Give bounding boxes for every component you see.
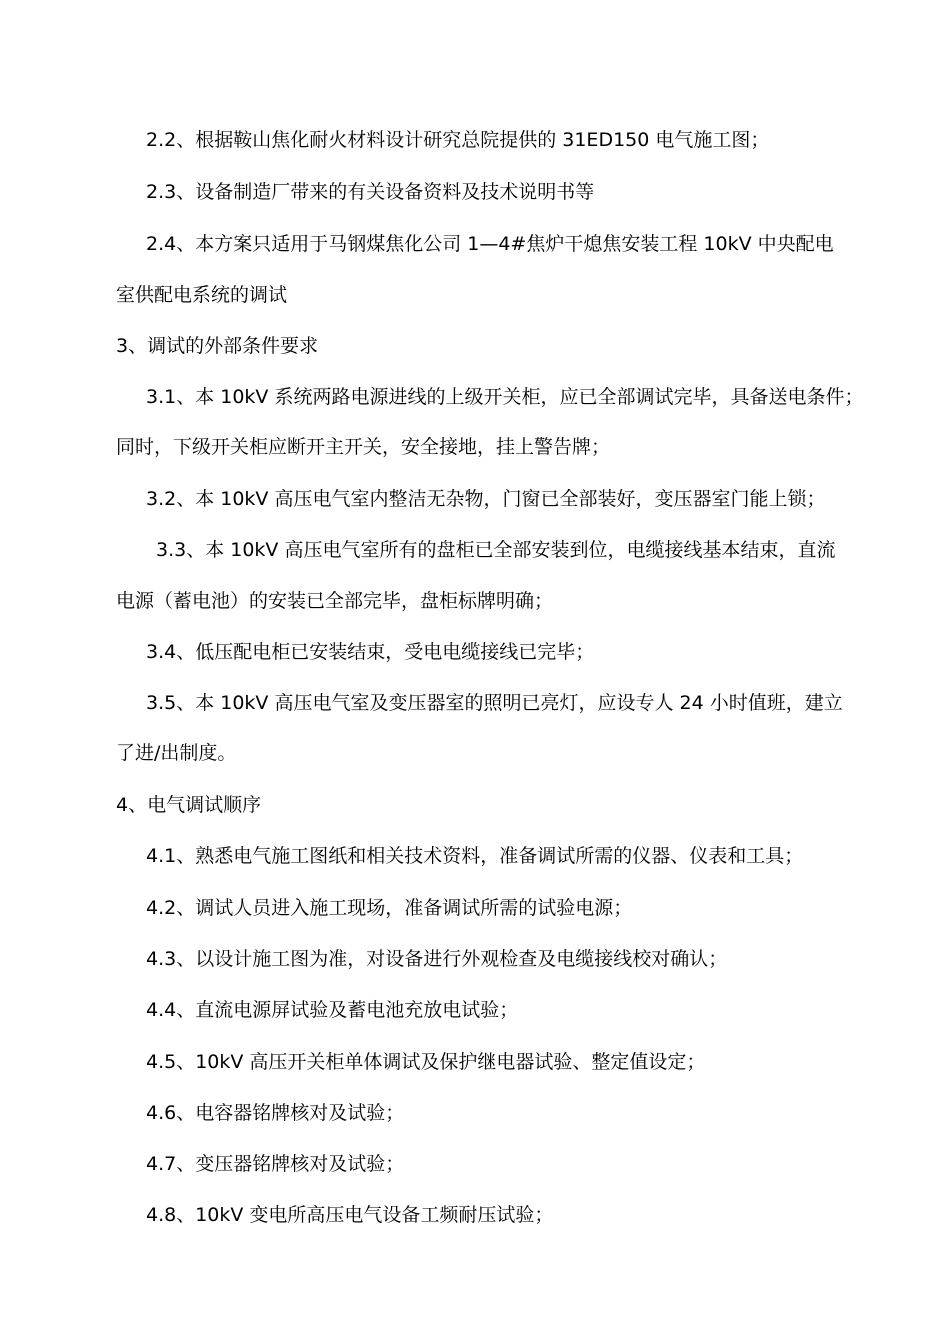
- paragraph-3-5: 3.5、本 10kV 高压电气室及变压器室的照明已亮灯，应设专人 24 小时值班，建立: [146, 692, 843, 714]
- paragraph-4-7: 4.7、变压器铭牌核对及试验；: [146, 1153, 405, 1175]
- section-heading-3: 3、调试的外部条件要求: [116, 335, 319, 357]
- paragraph-2-2: 2.2、根据鞍山焦化耐火材料设计研究总院提供的 31ED150 电气施工图；: [146, 129, 770, 151]
- paragraph-2-3: 2.3、设备制造厂带来的有关设备资料及技术说明书等: [146, 181, 595, 203]
- section-heading-4: 4、电气调试顺序: [116, 794, 262, 816]
- paragraph-4-2: 4.2、调试人员进入施工现场，准备调试所需的试验电源；: [146, 897, 633, 919]
- paragraph-2-4-cont: 室供配电系统的调试: [116, 284, 288, 306]
- paragraph-4-3: 4.3、以设计施工图为准，对设备进行外观检查及电缆接线校对确认；: [146, 948, 728, 970]
- paragraph-4-8: 4.8、10kV 变电所高压电气设备工频耐压试验；: [146, 1204, 554, 1226]
- paragraph-4-5: 4.5、10kV 高压开关柜单体调试及保护继电器试验、整定值设定；: [146, 1051, 706, 1073]
- paragraph-4-6: 4.6、电容器铭牌核对及试验；: [146, 1102, 405, 1124]
- paragraph-4-1: 4.1、熟悉电气施工图纸和相关技术资料，准备调试所需的仪器、仪表和工具；: [146, 845, 804, 867]
- paragraph-3-3: 3.3、本 10kV 高压电气室所有的盘柜已全部安装到位，电缆接线基本结束，直流: [156, 539, 836, 561]
- paragraph-3-4: 3.4、低压配电柜已安装结束，受电电缆接线已完毕；: [146, 641, 595, 663]
- paragraph-3-1-cont: 同时，下级开关柜应断开主开关，安全接地，挂上警告牌；: [116, 436, 611, 458]
- paragraph-3-2: 3.2、本 10kV 高压电气室内整洁无杂物，门窗已全部装好，变压器室门能上锁；: [146, 488, 826, 510]
- paragraph-3-1: 3.1、本 10kV 系统两路电源进线的上级开关柜，应已全部调试完毕，具备送电条件；: [146, 386, 864, 408]
- paragraph-3-5-cont: 了进/出制度。: [116, 742, 237, 764]
- paragraph-3-3-cont: 电源（蓄电池）的安装已全部完毕，盘柜标牌明确；: [116, 590, 554, 612]
- paragraph-4-4: 4.4、直流电源屏试验及蓄电池充放电试验；: [146, 999, 519, 1021]
- paragraph-2-4: 2.4、本方案只适用于马钢煤焦化公司 1—4#焦炉干熄焦安装工程 10kV 中央配电: [146, 233, 834, 255]
